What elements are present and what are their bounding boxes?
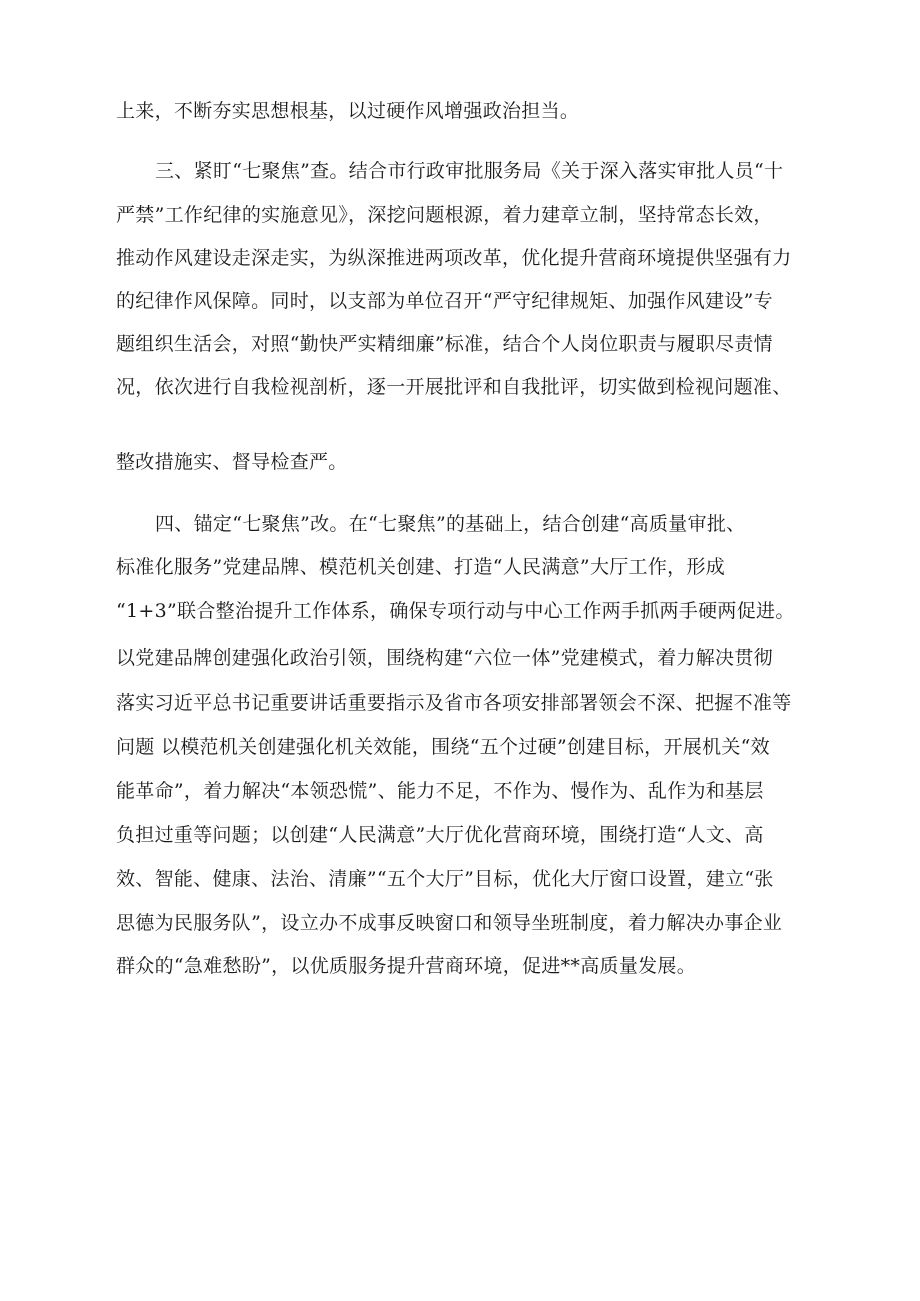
- paragraph-line: 推动作风建设走深走实，为纵深推进两项改革，优化提升营商环境提供坚强有力: [116, 247, 792, 269]
- paragraph-line: 况，依次进行自我检视剖析，逐一开展批评和自我批评，切实做到检视问题准、: [116, 376, 792, 398]
- paragraph-line: 群众的“急难愁盼”，以优质服务提升营商环境，促进**高质量发展。: [116, 955, 697, 977]
- paragraph-line: 以党建品牌创建强化政治引领，围绕构建“六位一体”党建模式，着力解决贯彻: [116, 647, 773, 669]
- paragraph-line: 落实习近平总书记重要讲话重要指示及省市各项安排部署领会不深、把握不准等: [116, 692, 792, 714]
- paragraph-line: 负担过重等问题；以创建“人民满意”大厅优化营商环境，围绕打造“人文、高: [116, 824, 764, 846]
- paragraph-line: 整改措施实、督导检查严。: [116, 451, 348, 473]
- paragraph-line: 能革命”，着力解决“本领恐慌”、能力不足，不作为、慢作为、乱作为和基层: [116, 780, 764, 802]
- paragraph-line: 四、锚定“七聚焦”改。在“七聚焦”的基础上，结合创建“高质量审批、: [155, 513, 746, 535]
- paragraph-line: 效、智能、健康、法治、清廉”“五个大厅”目标，优化大厅窗口设置，建立“张: [116, 868, 774, 890]
- paragraph-line: 问题 以模范机关创建强化机关效能，围绕“五个过硬”创建目标，开展机关“效: [116, 736, 770, 758]
- paragraph-line: “1+3”联合整治提升工作体系，确保专项行动与中心工作两手抓两手硬两促进。: [116, 600, 795, 622]
- paragraph-line: 严禁”工作纪律的实施意见》，深挖问题根源，着力建章立制，坚持常态长效，: [116, 204, 773, 226]
- paragraph-line: 题组织生活会，对照“勤快严实精细廉”标准，结合个人岗位职责与履职尽责情: [116, 333, 773, 355]
- paragraph-line: 上来，不断夯实思想根基，以过硬作风增强政治担当。: [116, 100, 580, 122]
- paragraph-line: 标准化服务”党建品牌、模范机关创建、打造“人民满意”大厅工作，形成: [116, 556, 726, 578]
- paragraph-line: 三、紧盯“七聚焦”查。结合市行政审批服务局《关于深入落实审批人员“十: [155, 160, 784, 182]
- paragraph-line: 的纪律作风保障。同时，以支部为单位召开“严守纪律规矩、加强作风建设”专: [116, 290, 773, 312]
- paragraph-line: 思德为民服务队”，设立办不成事反映窗口和领导坐班制度，着力解决办事企业: [116, 912, 783, 934]
